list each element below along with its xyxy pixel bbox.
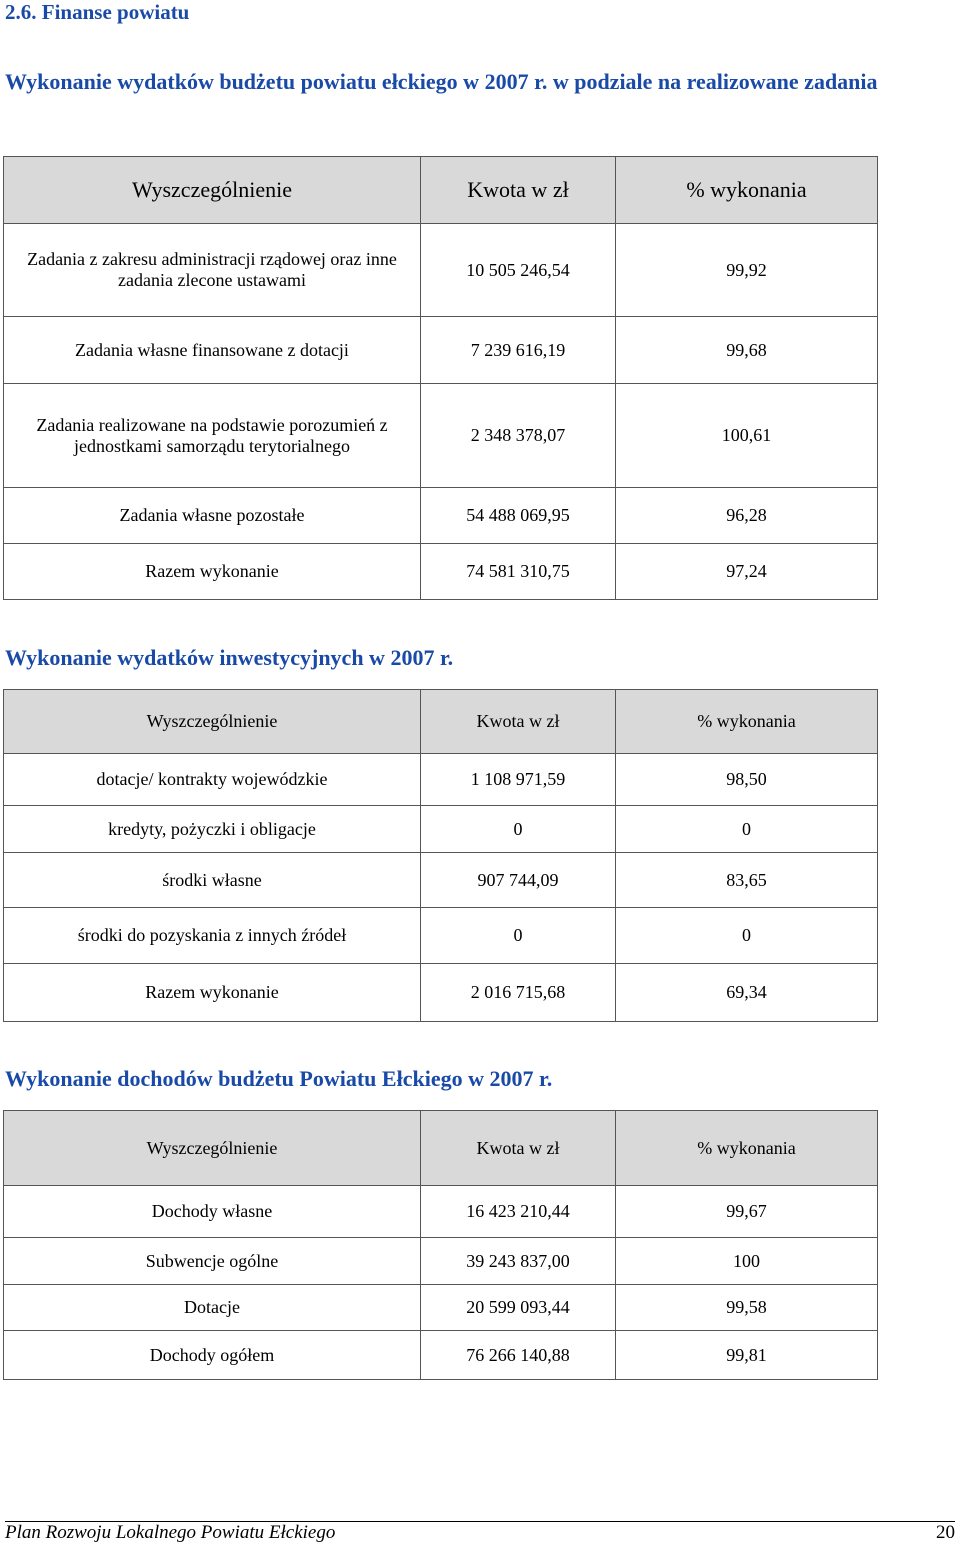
row-percent: 98,50 [616, 754, 878, 806]
table-row [4, 224, 878, 317]
table-row [4, 754, 878, 806]
row-percent: 99,81 [616, 1331, 878, 1380]
table-row [4, 853, 878, 908]
row-percent: 99,58 [616, 1285, 878, 1331]
row-label: Zadania własne finansowane z dotacji [4, 317, 421, 384]
row-amount: 74 581 310,75 [421, 544, 616, 600]
section-title-revenues: Wykonanie dochodów budżetu Powiatu Ełckiego w 2007 r. [5, 1066, 553, 1091]
row-label: Dochody własne [4, 1186, 421, 1238]
row-label: Zadania z zakresu administracji rządowej oraz inne zadania zlecone ustawami [4, 224, 421, 317]
row-label: Razem wykonanie [4, 964, 421, 1022]
table-row [4, 908, 878, 964]
header-cell: Wyszczególnienie [4, 157, 421, 224]
table-header-row [4, 1111, 878, 1186]
table-row [4, 1238, 878, 1285]
header-cell: Kwota w zł [421, 157, 616, 224]
row-percent: 96,28 [616, 488, 878, 544]
row-percent: 99,68 [616, 317, 878, 384]
row-percent: 97,24 [616, 544, 878, 600]
table-row [4, 384, 878, 488]
table-total-row [4, 1331, 878, 1380]
row-amount: 907 744,09 [421, 853, 616, 908]
row-label: Subwencje ogólne [4, 1238, 421, 1285]
row-amount: 10 505 246,54 [421, 224, 616, 317]
row-percent: 100 [616, 1238, 878, 1285]
row-percent: 99,67 [616, 1186, 878, 1238]
table-header-row [4, 690, 878, 754]
row-label: Razem wykonanie [4, 544, 421, 600]
row-label: Dochody ogółem [4, 1331, 421, 1380]
investments-table [3, 689, 878, 1022]
row-amount: 20 599 093,44 [421, 1285, 616, 1331]
row-label: Zadania realizowane na podstawie porozumień z jednostkami samorządu terytorialnego [4, 384, 421, 488]
row-amount: 7 239 616,19 [421, 317, 616, 384]
row-amount: 39 243 837,00 [421, 1238, 616, 1285]
revenues-table [3, 1110, 878, 1380]
section-title-investments: Wykonanie wydatków inwestycyjnych w 2007 r. [5, 645, 454, 670]
row-percent: 0 [616, 806, 878, 853]
row-percent: 69,34 [616, 964, 878, 1022]
row-percent: 0 [616, 908, 878, 964]
footer-document-title: Plan Rozwoju Lokalnego Powiatu Ełckiego [5, 1522, 336, 1543]
row-amount: 0 [421, 908, 616, 964]
row-amount: 16 423 210,44 [421, 1186, 616, 1238]
table-total-row [4, 964, 878, 1022]
row-percent: 99,92 [616, 224, 878, 317]
row-label: Zadania własne pozostałe [4, 488, 421, 544]
header-cell: Kwota w zł [421, 1111, 616, 1186]
table-row [4, 317, 878, 384]
row-label: Dotacje [4, 1285, 421, 1331]
table-row [4, 488, 878, 544]
row-amount: 1 108 971,59 [421, 754, 616, 806]
expenditures-table [3, 156, 878, 600]
page-number: 20 [936, 1522, 955, 1543]
header-cell: Wyszczególnienie [4, 1111, 421, 1186]
header-cell: Wyszczególnienie [4, 690, 421, 754]
section-title-expenditures: Wykonanie wydatków budżetu powiatu ełckiego w 2007 r. w podziale na realizowane zadania [5, 69, 878, 94]
table-row [4, 1285, 878, 1331]
header-cell: Kwota w zł [421, 690, 616, 754]
header-cell: % wykonania [616, 157, 878, 224]
page-footer [5, 1521, 955, 1544]
row-percent: 100,61 [616, 384, 878, 488]
table-row [4, 806, 878, 853]
row-percent: 83,65 [616, 853, 878, 908]
table-header-row [4, 157, 878, 224]
row-amount: 2 348 378,07 [421, 384, 616, 488]
row-label: środki własne [4, 853, 421, 908]
row-amount: 76 266 140,88 [421, 1331, 616, 1380]
header-cell: % wykonania [616, 690, 878, 754]
row-amount: 54 488 069,95 [421, 488, 616, 544]
row-amount: 2 016 715,68 [421, 964, 616, 1022]
row-label: kredyty, pożyczki i obligacje [4, 806, 421, 853]
row-label: dotacje/ kontrakty wojewódzkie [4, 754, 421, 806]
table-row [4, 1186, 878, 1238]
row-amount: 0 [421, 806, 616, 853]
header-cell: % wykonania [616, 1111, 878, 1186]
page-heading: 2.6. Finanse powiatu [5, 0, 190, 24]
table-total-row [4, 544, 878, 600]
row-label: środki do pozyskania z innych źródeł [4, 908, 421, 964]
